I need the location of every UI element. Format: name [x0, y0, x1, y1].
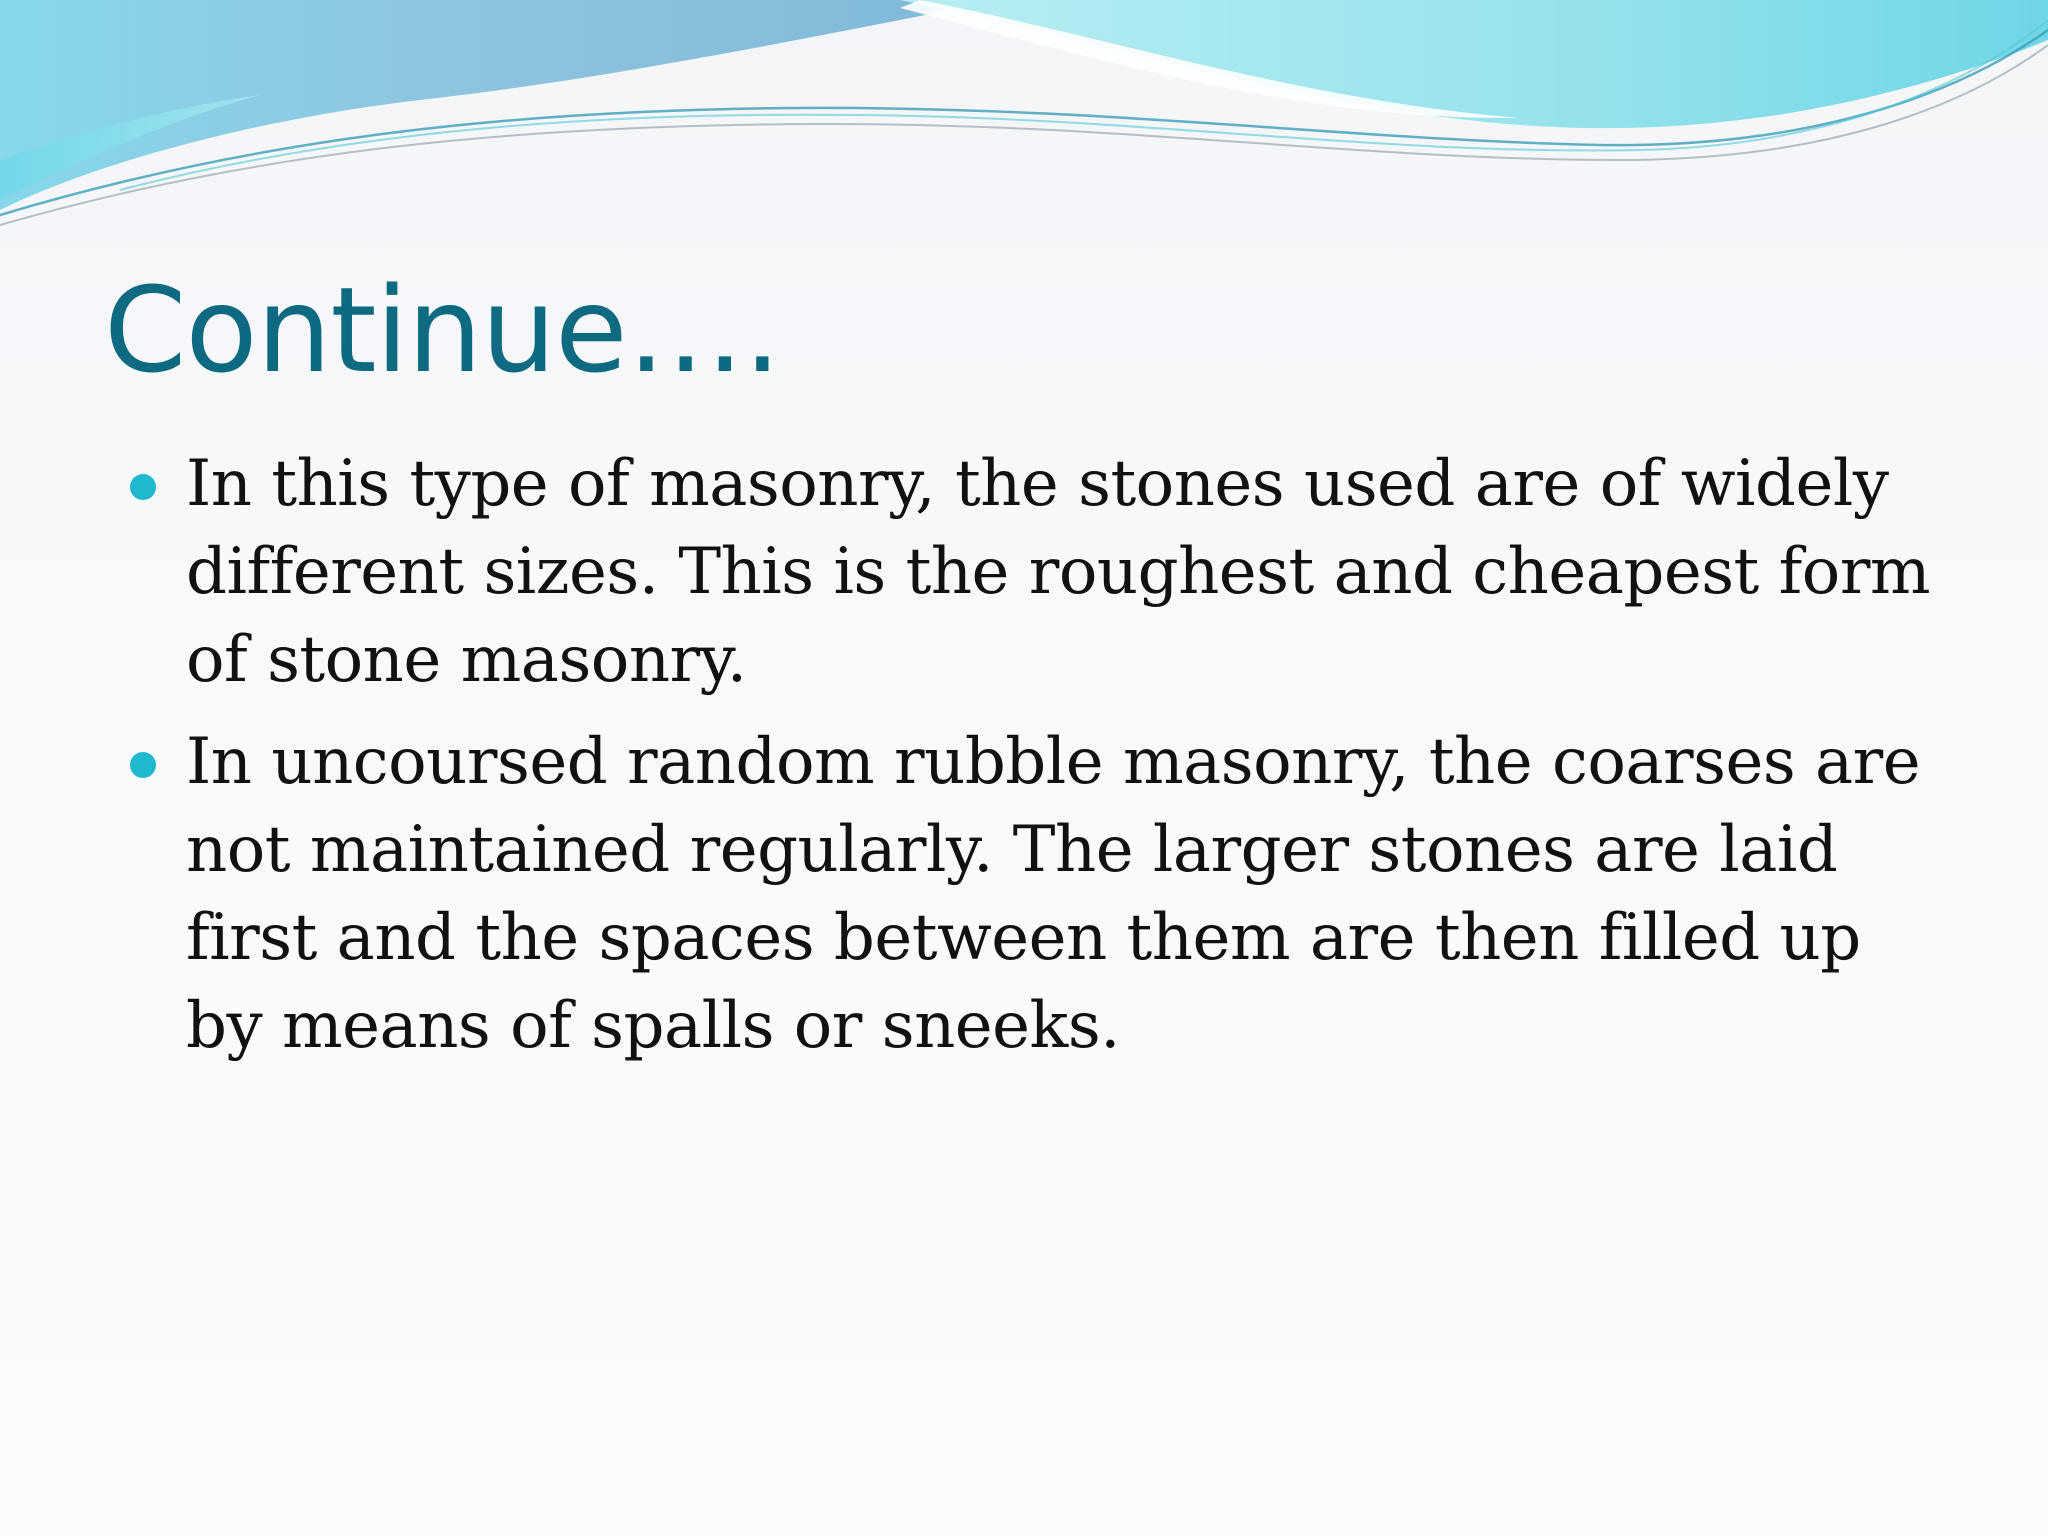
- bullet-dot-icon: [130, 474, 156, 500]
- bullet-item: [130, 440, 1950, 704]
- bullet-text: In this type of masonry, the stones used are of widely different sizes. This is the roughest and cheapest form of stone masonry.: [186, 447, 1931, 697]
- wave-right-shape: [900, 0, 2048, 128]
- bullet-list: [130, 440, 1950, 1084]
- bullet-item: [130, 718, 1950, 1070]
- slide-title: Continue….: [104, 261, 781, 399]
- bullet-dot-icon: [130, 752, 156, 778]
- wave-left-shape: [0, 0, 1000, 210]
- header-wave-decoration: [0, 0, 2048, 240]
- bullet-text: In uncoursed random rubble masonry, the coarses are not maintained regularly. The larger stones are laid first and the spaces between them are then filled up by means of spalls or sneeks.: [186, 725, 1921, 1063]
